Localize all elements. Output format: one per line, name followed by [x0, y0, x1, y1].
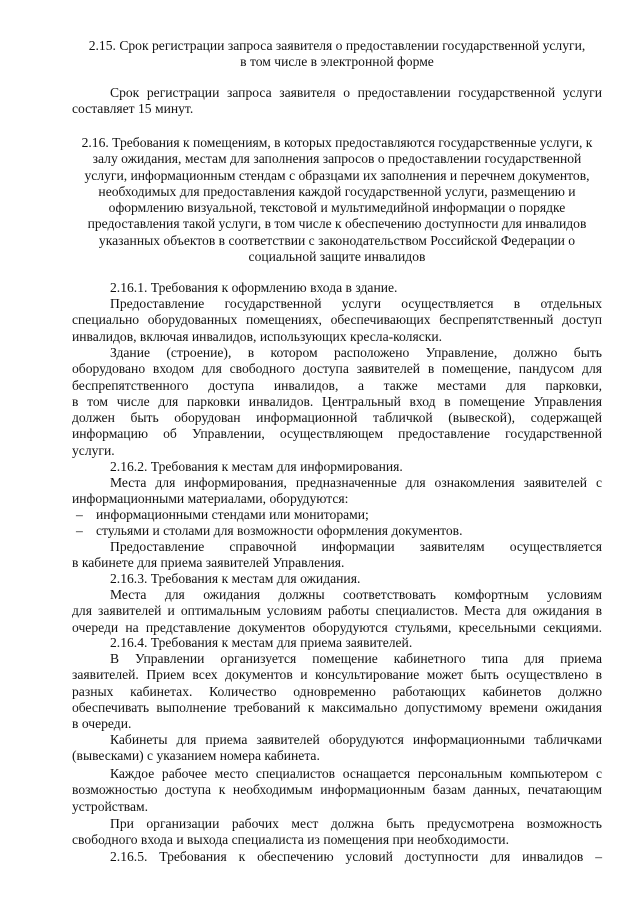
body-line: В Управлении организуется помещение кабинетного типа для приема — [110, 651, 602, 666]
body-line: оборудовано входом для свободного доступа заявителей в помещение, пандусом для — [72, 361, 602, 377]
paragraph-7 — [72, 732, 602, 765]
subsection-title: 2.16.1. Требования к оформлению входа в здание. — [110, 280, 398, 295]
body-line: инвалидов, включая инвалидов, использующих кресла-коляски. — [72, 328, 443, 344]
title-line: залу ожидания, местам для заполнения запросов о предоставлении государственной — [92, 151, 582, 167]
paragraph-8 — [72, 766, 602, 815]
body-line: свободного входа и выхода специалиста из помещения при необходимости. — [72, 832, 509, 848]
body-line: Каждое рабочее место специалистов оснащается персональным компьютером с — [110, 766, 602, 781]
section-2-15-body — [72, 85, 602, 118]
body-line: заявителей. Прием всех документов и консультирование может быть осуществлено в — [72, 667, 602, 683]
section-2-16-1-title — [72, 280, 602, 296]
body-line: в очереди. — [72, 716, 132, 732]
body-line: информацию об Управлении, осуществляющем предоставление государственной — [72, 426, 602, 442]
paragraph-3 — [72, 475, 602, 508]
section-2-16-2-title — [72, 459, 602, 475]
body-line: (вывесками) с указанием номера кабинета. — [72, 748, 320, 764]
body-line: в кабинете для приема заявителей Управления. — [72, 555, 345, 571]
subsection-title: 2.16.5. Требования к обеспечению условий доступности для инвалидов – — [110, 849, 602, 864]
body-line: очереди на представление документов оборудуются стульями, кресельными секциями. — [72, 619, 602, 635]
body-line: Места для ожидания должны соответствовать комфортным условиям — [110, 587, 602, 602]
body-line: Предоставление государственной услуги осуществляется в отдельных — [110, 296, 602, 311]
subsection-title: 2.16.4. Требования к местам для приема заявителей. — [110, 635, 413, 650]
body-line: составляет 15 минут. — [72, 101, 194, 117]
paragraph-4 — [72, 539, 602, 572]
body-line: Кабинеты для приема заявителей оборудуются информационными табличками — [110, 732, 602, 747]
list-item — [72, 507, 602, 523]
bullet-list — [72, 507, 602, 540]
body-line: в том числе для парковки инвалидов. Центральный вход в помещение Управления — [72, 393, 602, 409]
title-line: 2.16. Требования к помещениям, в которых предоставляются государственные услуги, к — [81, 135, 593, 150]
title-line: социальной защите инвалидов — [248, 249, 426, 265]
paragraph-9 — [72, 816, 602, 849]
section-2-16-title — [72, 135, 602, 265]
body-line: для заявителей и оптимальным условиям работы специалистов. Места для ожидания в — [72, 603, 602, 619]
paragraph-6 — [72, 651, 602, 732]
paragraph-2 — [72, 345, 602, 459]
title-line: предоставления такой услуги, в том числе к обеспечению доступности для инвалидов — [87, 216, 587, 232]
section-2-16-5-title — [72, 849, 602, 865]
section-2-16-4-title — [72, 635, 602, 651]
paragraph-5 — [72, 587, 602, 636]
title-line: оформлению визуальной, текстовой и мультимедийной информации о порядке — [108, 200, 566, 216]
section-2-15-title — [72, 38, 602, 71]
body-line: разных кабинетах. Количество одновременно работающих кабинетов должно — [72, 683, 602, 699]
dash-marker: – — [76, 507, 83, 522]
body-line: беспрепятственного доступа инвалидов, а также местами для парковки, — [72, 377, 602, 393]
section-2-16-3-title — [72, 571, 602, 587]
body-line: возможностью доступа к необходимым информационным базам данных, печатающим — [72, 782, 602, 798]
body-line: Места для информирования, предназначенные для ознакомления заявителей с — [110, 475, 602, 490]
body-line: специально оборудованных помещениях, обеспечивающих беспрепятственный доступ — [72, 312, 602, 328]
title-line: 2.15. Срок регистрации запроса заявителя о предоставлении государственной услуги, — [88, 38, 586, 53]
list-item — [72, 523, 602, 539]
title-line: указанных объектов в соответствии с законодательством Российской Федерации о — [98, 232, 576, 248]
body-line: Срок регистрации запроса заявителя о предоставлении государственной услуги — [110, 85, 602, 100]
title-line: необходимых для предоставления каждой государственной услуги, размещению и — [98, 183, 576, 199]
list-item-text: информационными стендами или мониторами; — [96, 507, 369, 522]
body-line: При организации рабочих мест должна быть предусмотрена возможность — [110, 816, 602, 831]
body-line: информационными материалами, оборудуются: — [72, 491, 349, 507]
subsection-title: 2.16.2. Требования к местам для информирования. — [110, 459, 403, 474]
paragraph-1 — [72, 296, 602, 345]
body-line: устройствам. — [72, 798, 149, 814]
body-line: Здание (строение), в котором расположено Управление, должно быть — [110, 345, 602, 360]
dash-marker: – — [76, 523, 83, 539]
title-line: услуги, информационным стендам с образцами их заполнения и перечнем документов, — [84, 167, 590, 183]
subsection-title: 2.16.3. Требования к местам для ожидания. — [110, 571, 361, 586]
body-line: должен быть оборудован информационной табличкой (вывеской), содержащей — [72, 410, 602, 426]
body-line: услуги. — [72, 442, 115, 458]
body-line: обеспечивать выполнение требований к максимально допустимому времени ожидания — [72, 699, 602, 715]
body-line: Предоставление справочной информации заявителям осуществляется — [110, 539, 602, 554]
list-item-text: стульями и столами для возможности оформления документов. — [96, 523, 463, 539]
title-line: в том числе в электронной форме — [240, 54, 434, 70]
